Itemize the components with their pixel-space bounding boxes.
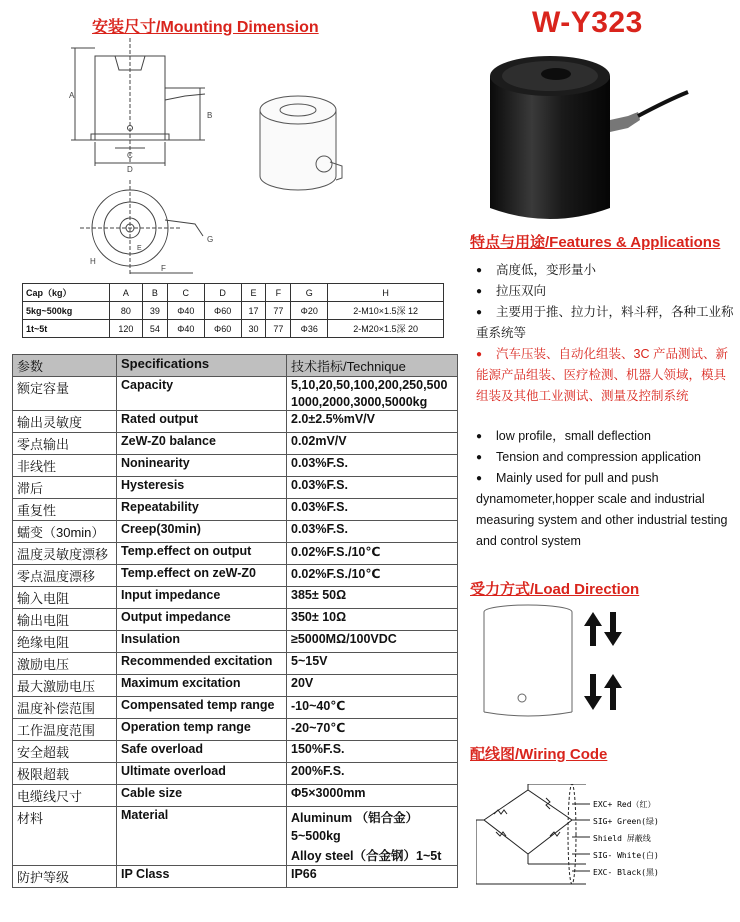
table-cell: 30 [241,320,266,338]
top-view-drawing [75,178,225,278]
feature-item [476,468,734,552]
spec-value-line: 0.03%F.S. [291,456,348,470]
wiring-diagram [476,784,740,892]
spec-value-line: 2.0±2.5%mV/V [291,412,375,426]
spec-value-line: Aluminum （铝合金） [291,811,419,825]
table-cell: Φ20 [291,302,328,320]
table-header-cell: F [266,284,291,302]
wire-label: EXC+ Red（红） [593,800,656,809]
spec-value [287,565,458,587]
spec-param-en: Repeatability [117,499,287,521]
table-row [13,631,458,653]
spec-value-line: 5,10,20,50,100,200,250,500 [291,378,448,392]
spec-param-en: Compensated temp range [117,697,287,719]
spec-value-line: 20V [291,676,314,690]
feature-text: 拉压双向 [496,284,547,298]
table-row [13,433,458,455]
feature-item [476,281,734,302]
model-title: W-Y323 [532,6,643,39]
table-cell: 2-M20×1.5深 20 [328,320,444,338]
spec-param-en: Input impedance [117,587,287,609]
spec-param-en: Material [117,807,287,866]
feature-item [476,302,734,344]
spec-value-line: 0.03%F.S. [291,500,348,514]
bullet-icon: ● [476,349,483,360]
feature-item [476,344,734,407]
table-row [13,785,458,807]
table-row [13,565,458,587]
wire-label: Shield 屏蔽线 [593,834,651,843]
table-cell: 54 [142,320,167,338]
table-row [13,609,458,631]
wiring-code-title: 配线图/Wiring Code [470,746,608,763]
spec-param-en: Ultimate overload [117,763,287,785]
spec-param-cn: 重复性 [13,499,117,521]
bullet-icon: ● [476,286,483,297]
spec-param-cn: 零点输出 [13,433,117,455]
table-header-cell: H [328,284,444,302]
spec-param-en: Capacity [117,377,287,411]
table-row [13,543,458,565]
table-row [13,411,458,433]
spec-param-en: Temp.effect on output [117,543,287,565]
spec-value-line: 150%F.S. [291,742,345,756]
spec-param-cn: 非线性 [13,455,117,477]
spec-value-line: Alloy steel（合金钢）1~5t [291,849,442,863]
spec-value-line: IP66 [291,867,317,881]
spec-value-line: 5~500kg [291,829,341,843]
table-row [13,499,458,521]
spec-header-cn: 参数 [13,355,117,377]
dim-label-h: H [90,257,96,266]
table-row [13,675,458,697]
table-row [13,697,458,719]
table-cell: Φ60 [204,320,241,338]
spec-value [287,521,458,543]
spec-param-cn: 防护等级 [13,866,117,888]
table-row [13,455,458,477]
spec-value-line: 0.02mV/V [291,434,347,448]
product-photo [468,40,708,230]
feature-text: low profile，small deflection [496,429,651,443]
spec-value-line: 0.02%F.S./10℃ [291,545,381,559]
dim-label-c: C [127,151,133,160]
table-header-cell: G [291,284,328,302]
spec-value-line: -20~70℃ [291,721,346,735]
spec-value [287,866,458,888]
spec-param-cn: 蠕变（30min） [13,521,117,543]
spec-value-line: 0.03%F.S. [291,522,348,536]
table-cell: Φ40 [167,320,204,338]
spec-value [287,477,458,499]
spec-param-en: Temp.effect on zeW-Z0 [117,565,287,587]
spec-param-en: Rated output [117,411,287,433]
spec-param-cn: 输出灵敏度 [13,411,117,433]
dim-label-b: B [207,111,213,120]
spec-param-cn: 工作温度范围 [13,719,117,741]
spec-param-cn: 电缆线尺寸 [13,785,117,807]
spec-value [287,587,458,609]
feature-text: 高度低，变形量小 [496,263,597,277]
spec-value [287,631,458,653]
arrow-up-down-icon [584,612,622,646]
wire-label: SIG+ Green(绿) [593,817,659,826]
table-row [13,653,458,675]
load-direction-diagram [478,602,638,720]
table-cell: 1t~5t [23,320,110,338]
table-cell: Φ40 [167,302,204,320]
table-header-row [23,284,444,302]
spec-param-cn: 温度灵敏度漂移 [13,543,117,565]
table-cell: 77 [266,320,291,338]
spec-header-en: Specifications [117,355,287,377]
table-header-cell: B [142,284,167,302]
table-row [13,866,458,888]
table-header-cell: E [241,284,266,302]
spec-value-line: 385± 50Ω [291,588,347,602]
spec-header-value: 技术指标/Technique [287,355,458,377]
spec-param-en: Insulation [117,631,287,653]
spec-param-cn: 温度补偿范围 [13,697,117,719]
spec-value [287,499,458,521]
spec-value [287,455,458,477]
spec-value [287,807,458,866]
table-row [13,521,458,543]
bullet-icon: ● [476,265,483,276]
spec-value [287,411,458,433]
spec-param-cn: 材料 [13,807,117,866]
spec-param-en: Cable size [117,785,287,807]
table-header-cell: C [167,284,204,302]
spec-value [287,543,458,565]
spec-value [287,741,458,763]
table-cell: 77 [266,302,291,320]
table-row [13,763,458,785]
specification-table [12,354,458,888]
mounting-dimension-title: 安装尺寸/Mounting Dimension [92,19,319,36]
spec-param-en: Recommended excitation [117,653,287,675]
spec-value-line: Φ5×3000mm [291,786,366,800]
spec-value-line: ≥5000MΩ/100VDC [291,632,397,646]
spec-value [287,697,458,719]
feature-text: Mainly used for pull and push dynamometer,hopper scale and industrial measuring system and other industrial testing and control system [476,471,728,548]
spec-value-line: 0.03%F.S. [291,478,348,492]
spec-param-cn: 输入电阻 [13,587,117,609]
dim-label-f: F [161,264,166,273]
table-row [13,587,458,609]
spec-value-line: 0.02%F.S./10℃ [291,567,381,581]
wire-label: EXC- Black(黑) [593,868,659,877]
table-row [13,477,458,499]
spec-param-en: Creep(30min) [117,521,287,543]
spec-value [287,377,458,411]
dimension-table [22,283,444,338]
spec-value-line: 5~15V [291,654,328,668]
spec-param-cn: 安全超载 [13,741,117,763]
table-cell: 80 [109,302,142,320]
table-cell: Φ60 [204,302,241,320]
feature-text: 主要用于推、拉力计，料斗秤，各种工业称重系统等 [476,305,734,340]
feature-item [476,260,734,281]
bullet-icon: ● [476,452,483,463]
spec-param-en: Safe overload [117,741,287,763]
spec-param-cn: 激励电压 [13,653,117,675]
table-row [13,807,458,866]
spec-param-en: ZeW-Z0 balance [117,433,287,455]
spec-value [287,433,458,455]
spec-param-en: Noninearity [117,455,287,477]
table-header-cell: Cap（kg） [23,284,110,302]
feature-text: 汽车压装、自动化组装、3C 产品测试、新能源产品组装、医疗检测、机器人领域，模具组装及其他工业测试、测量及控制系统 [476,347,728,403]
spec-value-line: 200%F.S. [291,764,345,778]
spec-param-cn: 零点温度漂移 [13,565,117,587]
table-header-cell: D [204,284,241,302]
side-view-drawing [55,38,225,173]
table-row [13,719,458,741]
spec-param-cn: 绝缘电阻 [13,631,117,653]
table-cell: 5kg~500kg [23,302,110,320]
spec-value [287,719,458,741]
feature-item [476,447,734,468]
spec-value [287,653,458,675]
feature-item [476,426,734,447]
spec-param-en: Operation temp range [117,719,287,741]
spec-param-en: Hysteresis [117,477,287,499]
spec-param-cn: 极限超载 [13,763,117,785]
spec-param-en: Maximum excitation [117,675,287,697]
table-row [23,320,444,338]
spec-value-line: 350± 10Ω [291,610,347,624]
spec-value [287,609,458,631]
table-row [13,741,458,763]
spec-param-en: IP Class [117,866,287,888]
bullet-icon: ● [476,431,483,442]
wire-label: SIG- White(白) [593,851,659,860]
spec-value-line: 1000,2000,3000,5000kg [291,395,428,409]
table-cell: 17 [241,302,266,320]
spec-param-cn: 滞后 [13,477,117,499]
feature-text: Tension and compression application [496,450,701,464]
spec-param-en: Output impedance [117,609,287,631]
spec-value-line: -10~40℃ [291,699,346,713]
spec-value [287,763,458,785]
bullet-icon: ● [476,473,483,484]
table-row [23,302,444,320]
perspective-drawing [250,88,360,198]
bullet-icon: ● [476,307,483,318]
spec-param-cn: 输出电阻 [13,609,117,631]
table-cell: 39 [142,302,167,320]
table-cell: Φ36 [291,320,328,338]
dim-label-g: G [207,235,214,244]
spec-value [287,675,458,697]
spec-param-cn: 额定容量 [13,377,117,411]
dim-label-e: E [137,245,142,252]
table-header-cell: A [109,284,142,302]
features-title: 特点与用途/Features & Applications [470,234,721,251]
spec-header-row [13,355,458,377]
load-direction-title: 受力方式/Load Direction [470,581,640,598]
dim-label-d: D [127,165,133,173]
dim-label-a: A [69,91,75,100]
spec-param-cn: 最大激励电压 [13,675,117,697]
table-cell: 120 [109,320,142,338]
table-row [13,377,458,411]
spec-value [287,785,458,807]
table-cell: 2-M10×1.5深 12 [328,302,444,320]
arrow-down-up-icon [584,674,622,710]
